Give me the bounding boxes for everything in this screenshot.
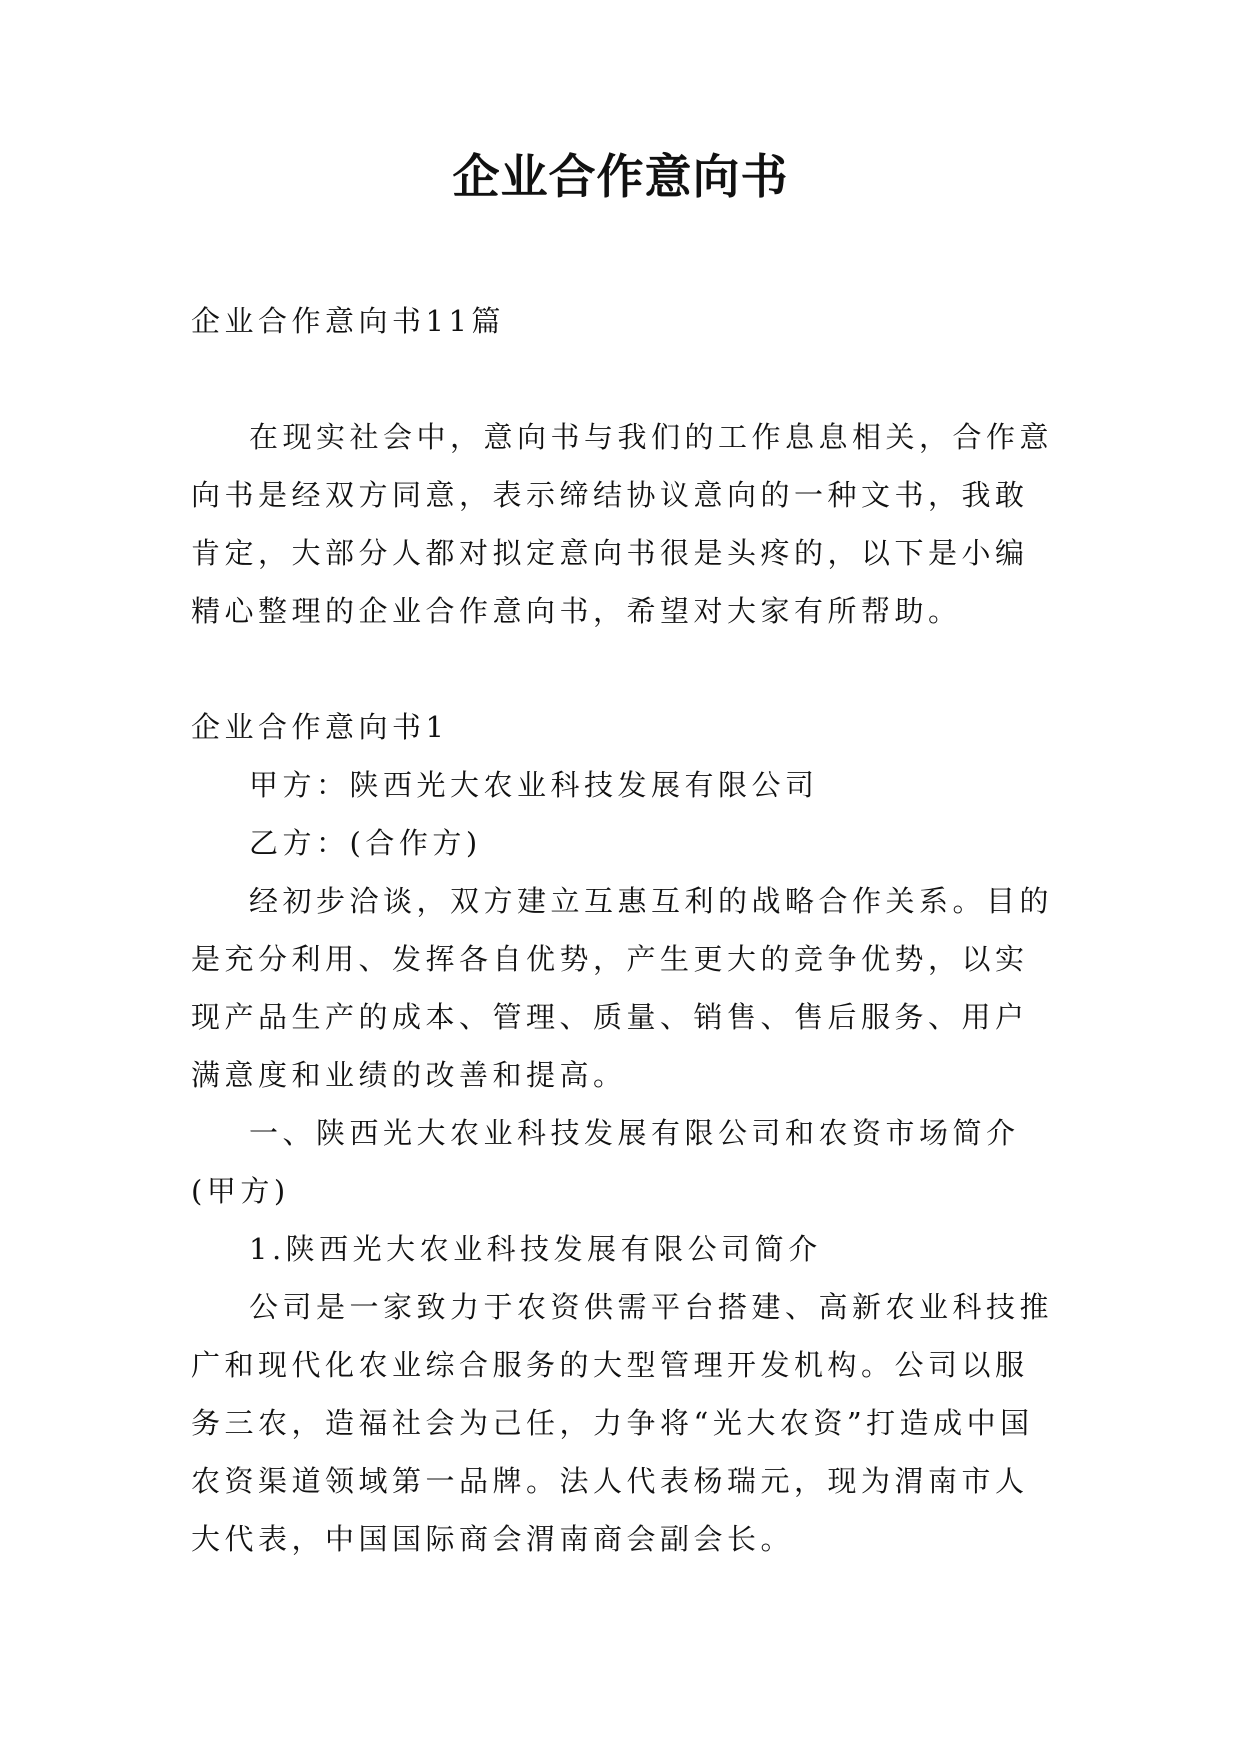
company-market-heading: 一、陕西光大农业科技发展有限公司和农资市场简介(甲方) <box>191 1116 1020 1208</box>
cooperation-paragraph: 经初步洽谈，双方建立互惠互利的战略合作关系。目的是充分利用、发挥各自优势，产生更大的竞争优势，以实现产品生产的成本、管理、质量、销售、售后服务、用户满意度和业绩的改善和提高。 <box>191 884 1054 1092</box>
party-a-line: 甲方：陕西光大农业科技发展有限公司 <box>249 768 819 802</box>
company-intro-subheading: 1.陕西光大农业科技发展有限公司简介 <box>249 1232 822 1266</box>
intro-paragraph: 在现实社会中，意向书与我们的工作息息相关，合作意向书是经双方同意，表示缔结协议意向的一种文书，我敢肯定，大部分人都对拟定意向书很是头疼的，以下是小编精心整理的企业合作意向书，希望对大家有所帮助。 <box>191 420 1054 628</box>
party-b-line: 乙方：(合作方) <box>249 826 482 860</box>
document-subtitle: 企业合作意向书11篇 <box>191 304 505 338</box>
section-heading: 企业合作意向书1 <box>191 710 449 744</box>
document-body <box>191 292 1053 1568</box>
company-description-paragraph: 公司是一家致力于农资供需平台搭建、高新农业科技推广和现代化农业综合服务的大型管理开发机构。公司以服务三农，造福社会为己任，力争将“光大农资”打造成中国农资渠道领域第一品牌。法人代表杨瑞元，现为渭南市人大代表，中国国际商会渭南商会副会长。 <box>191 1290 1054 1556</box>
document-title: 企业合作意向书 <box>452 150 789 205</box>
